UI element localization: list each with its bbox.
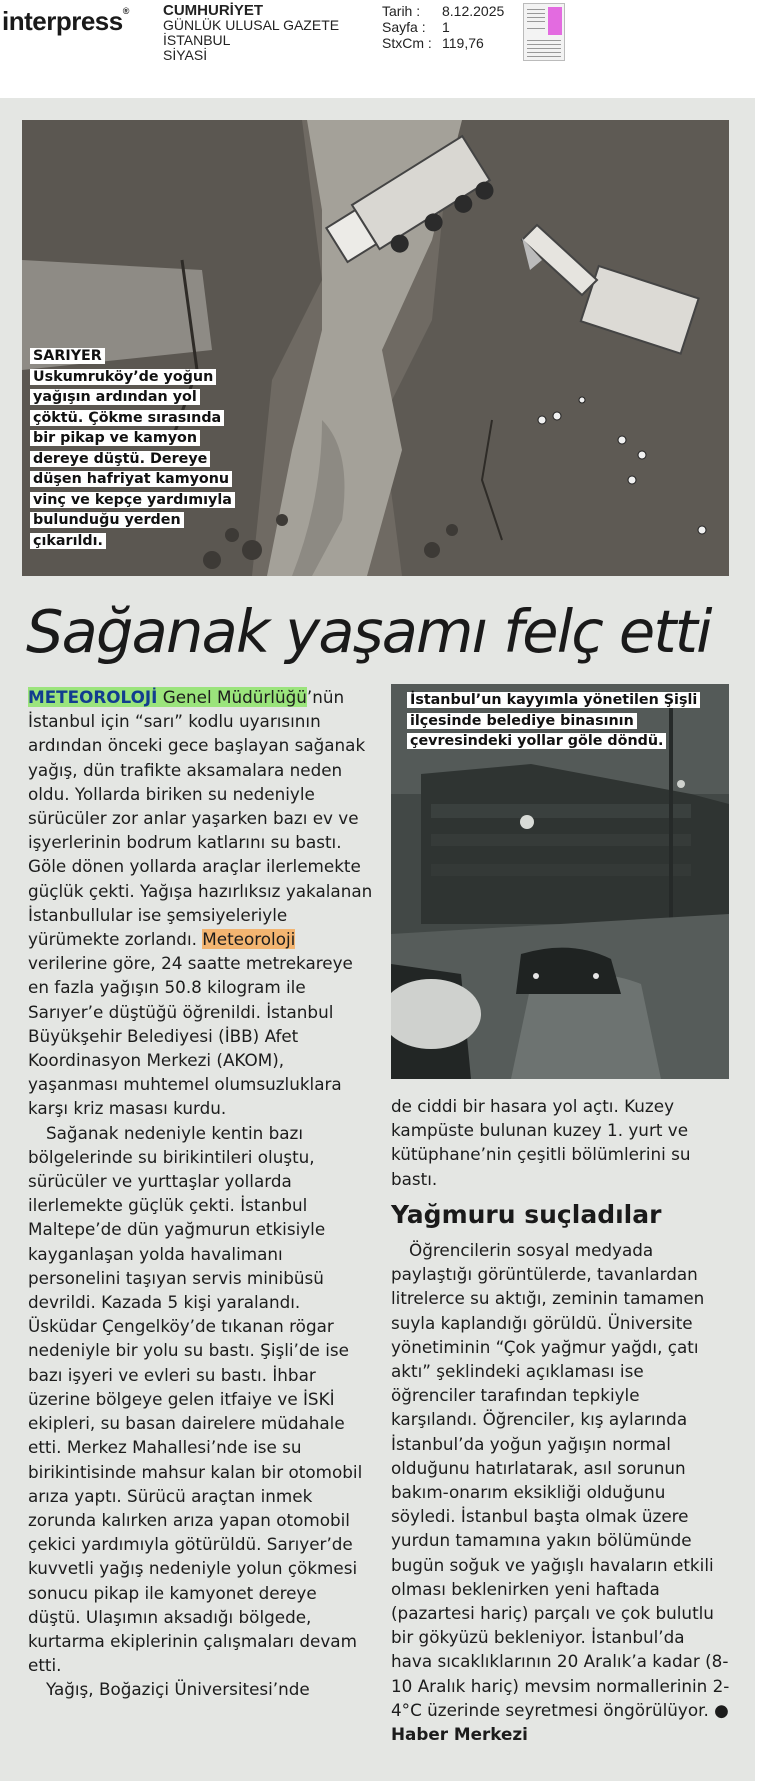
article-body-left (28, 685, 373, 1702)
article-body-right-continuation (391, 1094, 731, 1191)
collapse-photo-caption (32, 346, 232, 551)
logo-registered-mark: ® (122, 6, 129, 16)
caption-text: İstanbul’un kayyımla yönetilen Şişli ilçesinde belediye binasının çevresindeki yollar göle döndü. (410, 692, 698, 749)
flooded-street-caption (409, 690, 709, 752)
clipping-header (0, 0, 775, 98)
publication-category: SİYASİ (163, 47, 208, 63)
body-paragraph-4: de ciddi bir hasara yol açtı. Kuzey kampüste bulunan kuzey 1. yurt ve kütüphane’nin çeşitli bölümlerini su bastı. (391, 1096, 691, 1189)
article-body-right (391, 1238, 731, 1746)
page-label: Sayfa : (382, 19, 426, 35)
highlight-meteoroloji: Meteoroloji (202, 929, 296, 950)
body-paragraph-2: Sağanak nedeniyle kentin bazı bölgelerinde su birikintileri oluştu, sürücüler ve yurttaşlar yollarda ilerlemekte güçlük çekti. İstanbul Maltepe’de dün yağmurun etkisiyle kayganlaşan yolda havalimanı personelini taşıyan servis minibüsü devrildi. Kazada 5 kişi yaralandı. Üsküdar Çengelköy’de tıkanan rögar nedeniyle bir yolu su bastı. Şişli’de ise bazı işyeri ve evleri su bastı. İhbar üzerine bölgeye gelen itfaiye ve İSKİ ekipleri, su basan dairelere müdahale etti. Merkez Mahallesi’nde ise su birikintisinde mahsur kalan bir otomobil arıza yaptı. Sürücü araçtan inmek zorunda kalırken arıza yapan otomobil çekici yardımıyla götürüldü. Sarıyer’de kuvvetli yağış nedeniyle yolun çökmesi sonucu pikap ile kamyonet dereye düştü. Ulaşımın aksadığı bölgede, kurtarma ekiplerinin çalışmaları devam etti. (28, 1122, 363, 1676)
publication-meta (163, 3, 339, 63)
interpress-logo (2, 6, 129, 37)
stxcm-label: StxCm : (382, 35, 432, 51)
date-label: Tarih : (382, 3, 421, 19)
article-headline: Sağanak yaşamı felç etti (26, 597, 711, 666)
publication-periodicity: GÜNLÜK ULUSAL GAZETE (163, 17, 340, 33)
body-text: Öğrencilerin sosyal medyada paylaştığı görüntülerde, tavanlardan litrelerce su aktığı, zeminin tamamen suyla kaplandığı görüldü. Üniversite yönetiminin “Çok yağmur yağdı, çatı aktı” şeklindeki açıklaması ise öğrenciler tarafından tepkiyle karşılandı. Öğrenciler, kış aylarında İstanbul’da yoğun yağışın normal olduğunu hatırlatarak, asıl sorunun bakım-onarım eksikliği olduğunu söyledi. İstanbul başta olmak üzere yurdun tamamına yakın bölümünde bugün soğuk ve yağışlı havaların etkili olması beklenirken yeni haftada (pazartesi hariç) parçalı ve çok bulutlu bir gökyüzü bekleniyor. İstanbul’da hava sıcaklıklarının 20 Aralık’a kadar (8-10 Aralık hariç) mevsim normallerinin 2-4°C üzerinde seyretmesi öngörülüyor. (391, 1240, 730, 1720)
body-paragraph-1 (28, 685, 373, 1121)
logo-text: interpress (2, 6, 123, 36)
publication-city: İSTANBUL (163, 32, 231, 48)
section-subheading: Yağmuru suçladılar (391, 1200, 662, 1229)
stxcm-value: 119,76 (442, 35, 484, 51)
page-value: 1 (442, 19, 450, 35)
body-text: ’nün İstanbul için “sarı” kodlu uyarısının ardından önceki gece başlayan sağanak yağış, dün trafikte aksamalara neden oldu. Yollarda biriken su nedeniyle sürücüler zor anlar yaşarken bazı ev ve işyerlerinin bodrum katlarını su bastı. Göle dönen yollarda araçlar ilerlemekte güçlük çekti. Yağışa hazırlıksız yakalanan İstanbullular ise şemsiyeleriyle yürümekte zorlandı. (28, 687, 373, 950)
body-text: verilerine göre, 24 saatte metrekareye en fazla yağışın 50.8 kilogram ile Sarıyer’e düştüğü öğrenildi. İstanbul Büyükşehir Belediyesi (İBB) Afet Koordinasyon Merkezi (AKOM), yaşanması muhtemel olumsuzluklara karşı kriz masası kurdu. (28, 953, 353, 1119)
highlight-bold: METEOROLOJİ (28, 687, 158, 707)
highlight-meteoroloji-genel-mudurlugu (28, 687, 307, 707)
highlight-rest: Genel Müdürlüğü (162, 687, 307, 707)
caption-text: Uskumruköy’de yoğun yağışın ardından yol çöktü. Çökme sırasında bir pikap ve kamyon dereye düştü. Dereye düşen hafriyat kamyonu vinç ve kepçe yardımıyla bulunduğu yerden çıkarıldı. (33, 368, 232, 549)
publication-name: CUMHURİYET (163, 2, 263, 19)
body-paragraph-3: Yağış, Boğaziçi Üniversitesi’nde (46, 1679, 310, 1700)
page-thumbnail (523, 3, 565, 61)
date-value: 8.12.2025 (442, 3, 505, 19)
clipping-info (382, 3, 504, 51)
caption-kicker: SARIYER (33, 348, 102, 364)
clipping-highlight-marker (548, 7, 562, 35)
article-signature: ● Haber Merkezi (391, 1699, 729, 1745)
body-paragraph-5 (391, 1238, 731, 1746)
